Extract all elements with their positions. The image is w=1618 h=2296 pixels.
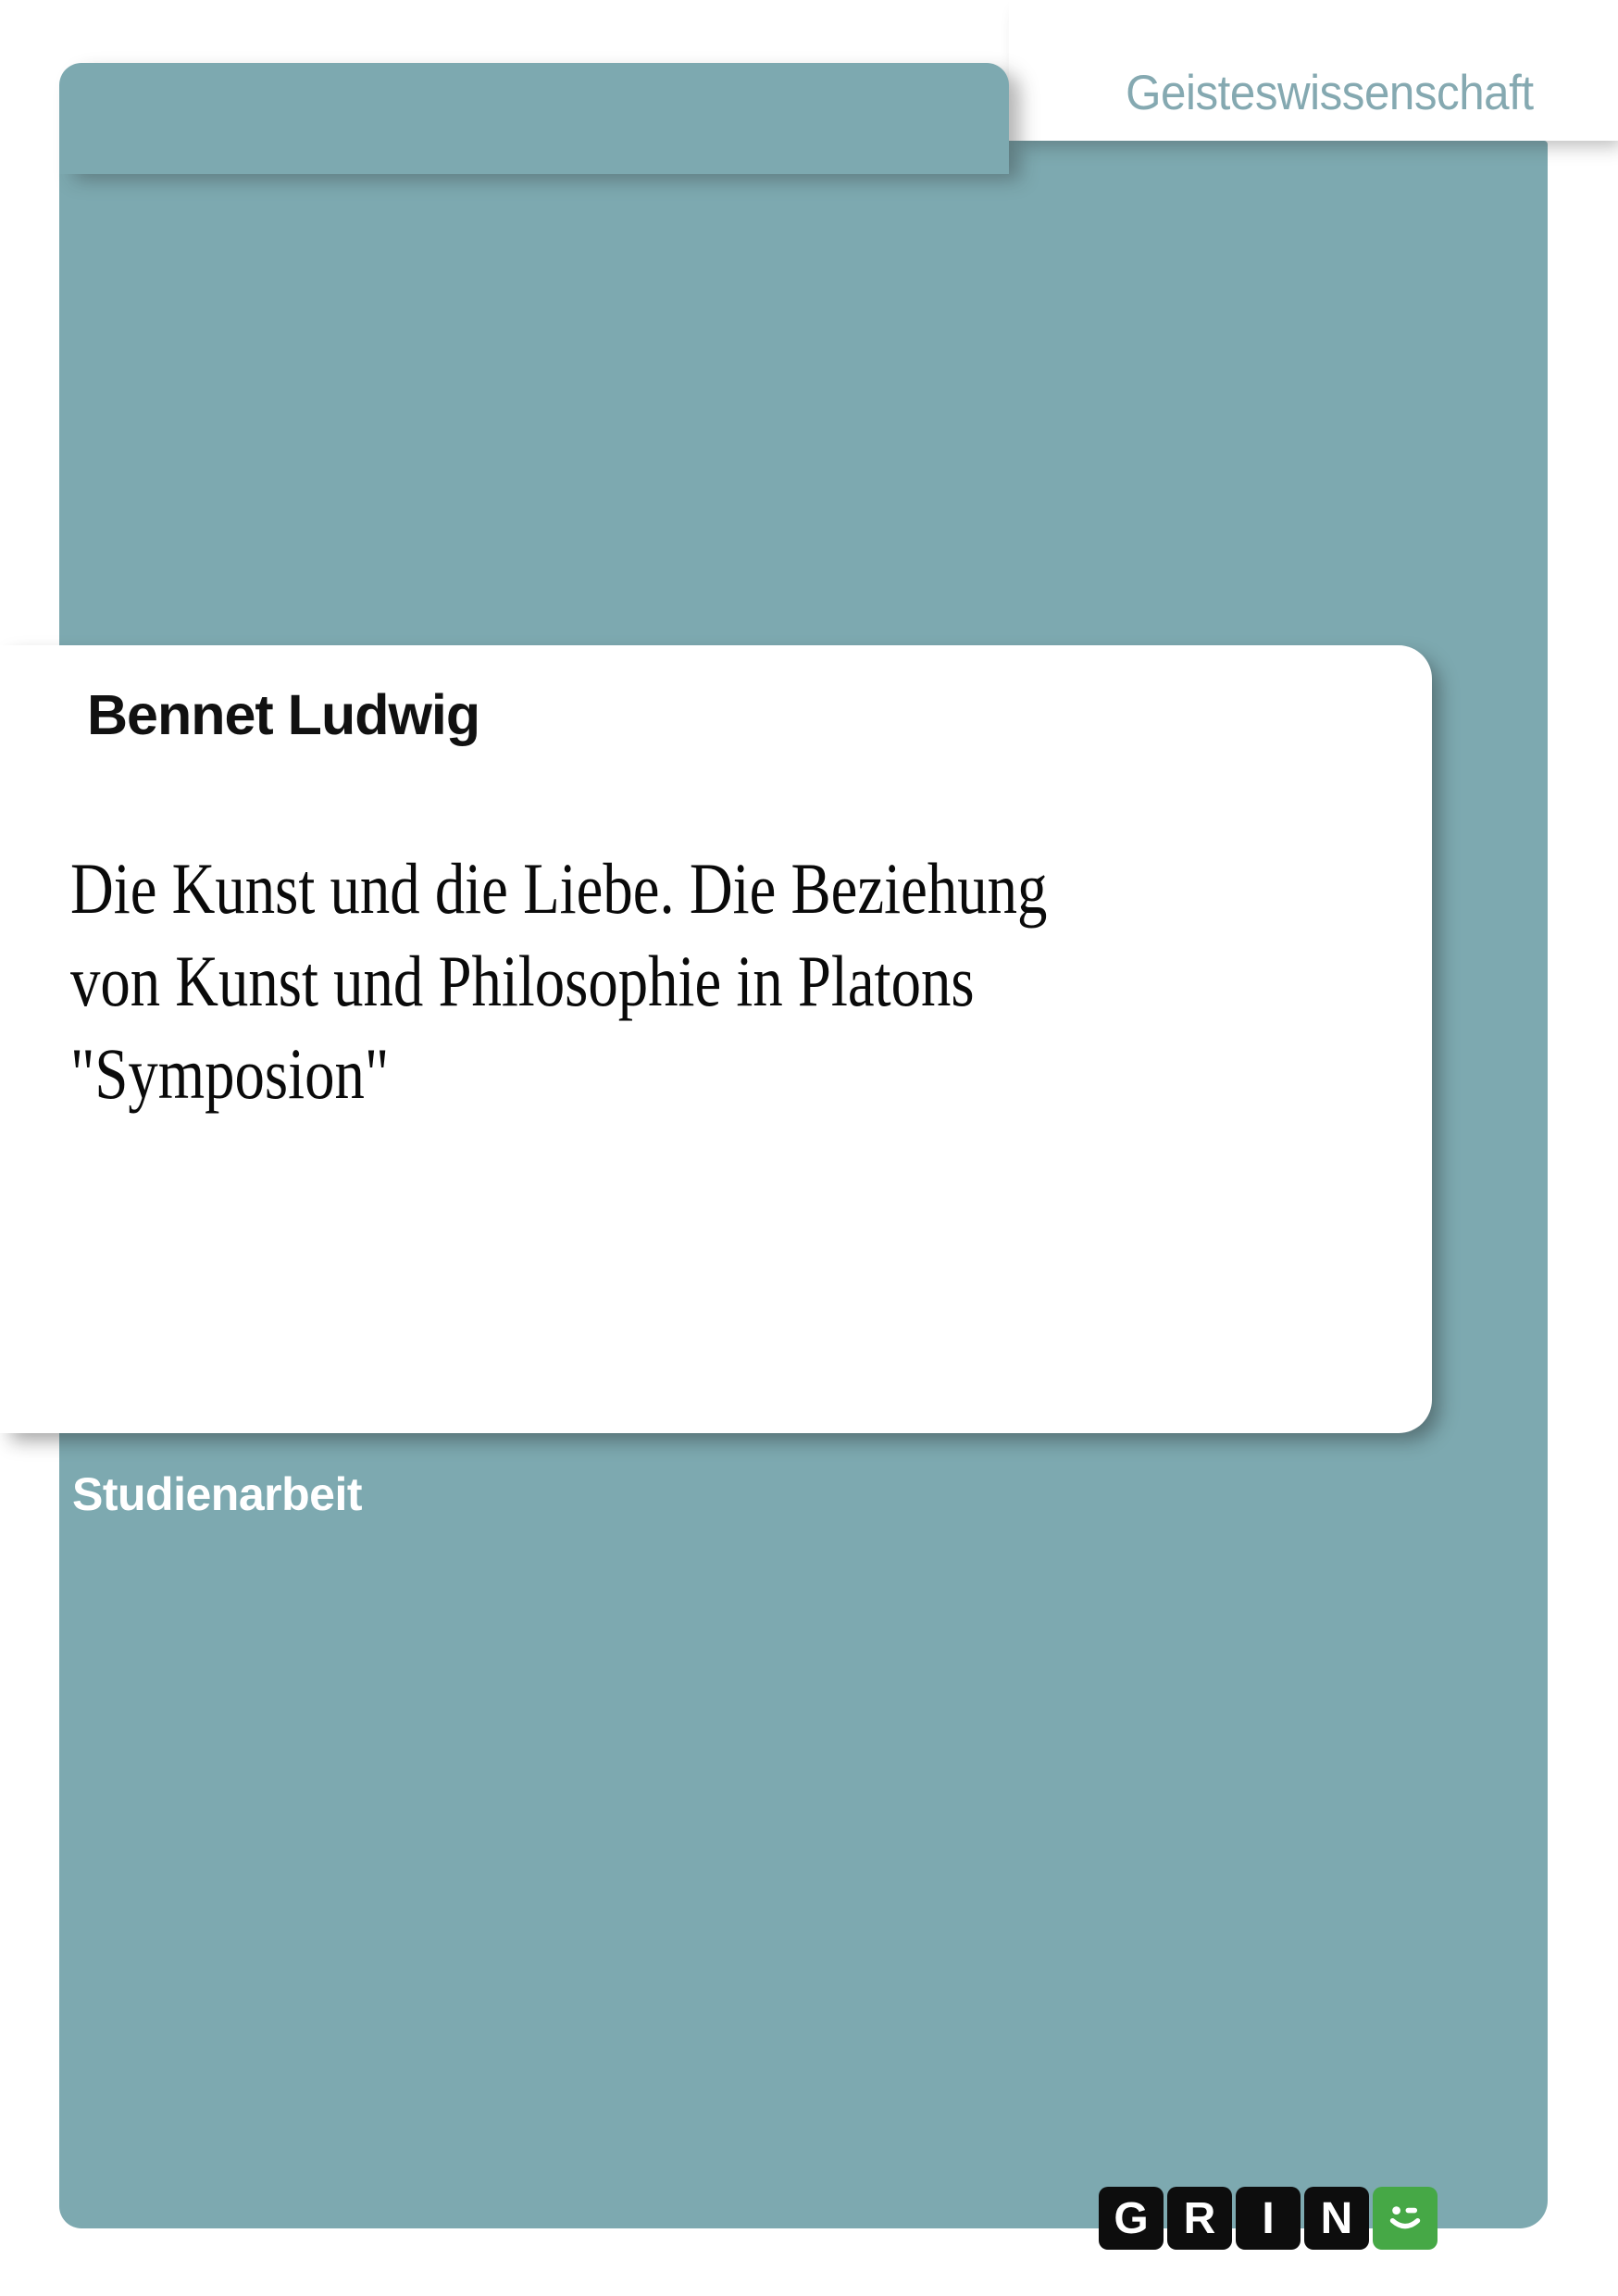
logo-letter-tile-r: R bbox=[1167, 2187, 1232, 2250]
title-line-1: Die Kunst und die Liebe. Die Beziehung bbox=[70, 848, 1048, 929]
logo-letter-tile-n: N bbox=[1304, 2187, 1369, 2250]
title-line-3: "Symposion" bbox=[70, 1033, 390, 1114]
document-type-label: Studienarbeit bbox=[72, 1468, 362, 1520]
title-line-2: von Kunst und Philosophie in Platons bbox=[70, 941, 975, 1021]
category-label: Geisteswissenschaft bbox=[1126, 66, 1534, 120]
logo-letter-tile-i: I bbox=[1236, 2187, 1301, 2250]
top-accent-band bbox=[59, 63, 1009, 174]
winking-smiley-icon bbox=[1384, 2197, 1426, 2240]
grin-logo bbox=[1099, 2187, 1438, 2250]
author-name: Bennet Ludwig bbox=[87, 683, 480, 746]
logo-letter-tile-g: G bbox=[1099, 2187, 1164, 2250]
book-title bbox=[70, 842, 1376, 1120]
logo-smiley-tile bbox=[1373, 2187, 1438, 2250]
